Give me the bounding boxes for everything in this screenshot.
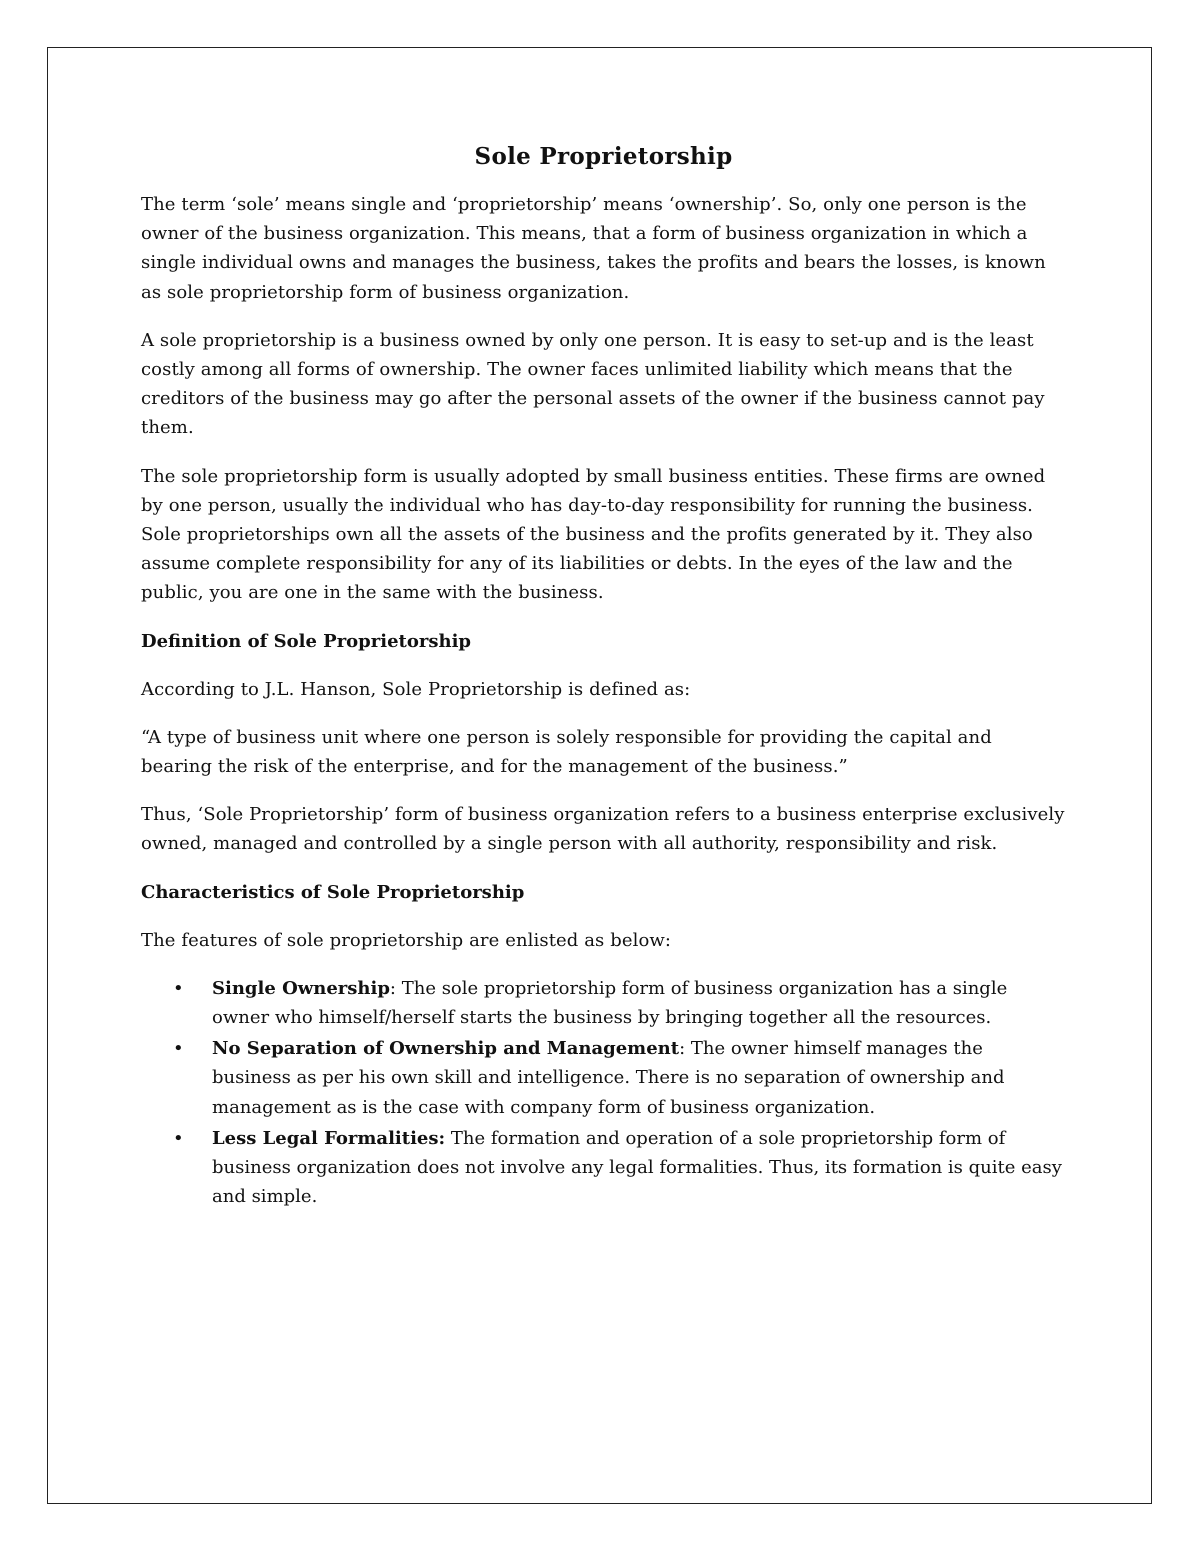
list-item-term: No Separation of Ownership and Management — [212, 1038, 680, 1060]
list-item-text: The owner himself manages the business as per his own skill and intelligence. There is no separation of ownership and management as is the case with company form of business organization. — [212, 1038, 1005, 1118]
bullet-icon: • — [173, 1127, 184, 1149]
characteristics-intro: The features of sole proprietorship are enlisted as below: — [141, 929, 672, 951]
definition-heading: Definition of Sole Proprietorship — [141, 630, 471, 652]
list-item-less-legal-formalities — [173, 1124, 1066, 1212]
list-item-no-separation — [173, 1034, 1066, 1122]
definition-intro: According to J.L. Hanson, Sole Proprietorship is defined as: — [141, 678, 691, 700]
list-item-text: The sole proprietorship form of business organization has a single owner who himself/herself starts the business by bringing together all the resources. — [212, 977, 1008, 1029]
document-body — [141, 140, 1066, 1213]
bullet-icon: • — [173, 977, 184, 999]
list-item-term: Less Legal Formalities: — [212, 1127, 446, 1149]
intro-paragraph-1: The term ‘sole’ means single and ‘proprietorship’ means ‘ownership’. So, only one person is the owner of the business organization. This means, that a form of business organization in which a single individual owns and manages the business, takes the profits and bears the losses, is known as sole proprietorship form of business organization. — [141, 194, 1046, 303]
definition-quote: “A type of business unit where one person is solely responsible for providing the capital and bearing the risk of the enterprise, and for the management of the business.” — [141, 726, 992, 778]
list-item-separator: : — [679, 1038, 686, 1060]
characteristics-list — [141, 974, 1066, 1212]
intro-paragraph-2: A sole proprietorship is a business owned by only one person. It is easy to set-up and is the least costly among all forms of ownership. The owner faces unlimited liability which means that the creditors of the business may go after the personal assets of the owner if the business cannot pay them. — [141, 329, 1045, 439]
bullet-icon: • — [173, 1038, 184, 1060]
list-item-text: The formation and operation of a sole proprietorship form of business organization does not involve any legal formalities. Thus, its formation is quite easy and simple. — [212, 1127, 1062, 1208]
intro-paragraph-3: The sole proprietorship form is usually adopted by small business entities. These firms are owned by one person, usually the individual who has day-to-day responsibility for running the business. Sole proprietorships own all the assets of the business and the profits generated by it. They also assume complete responsibility for any of its liabilities or debts. In the eyes of the law and the public, you are one in the same with the business. — [141, 465, 1046, 604]
list-item-term: Single Ownership — [212, 977, 390, 999]
document-title: Sole Proprietorship — [474, 143, 733, 170]
characteristics-heading: Characteristics of Sole Proprietorship — [141, 881, 525, 903]
definition-conclusion: Thus, ‘Sole Proprietorship’ form of business organization refers to a business enterprise exclusively owned, managed and controlled by a single person with all authority, responsibility and risk. — [141, 804, 1065, 855]
list-item-single-ownership — [173, 974, 1066, 1032]
list-item-separator: : — [389, 977, 396, 999]
